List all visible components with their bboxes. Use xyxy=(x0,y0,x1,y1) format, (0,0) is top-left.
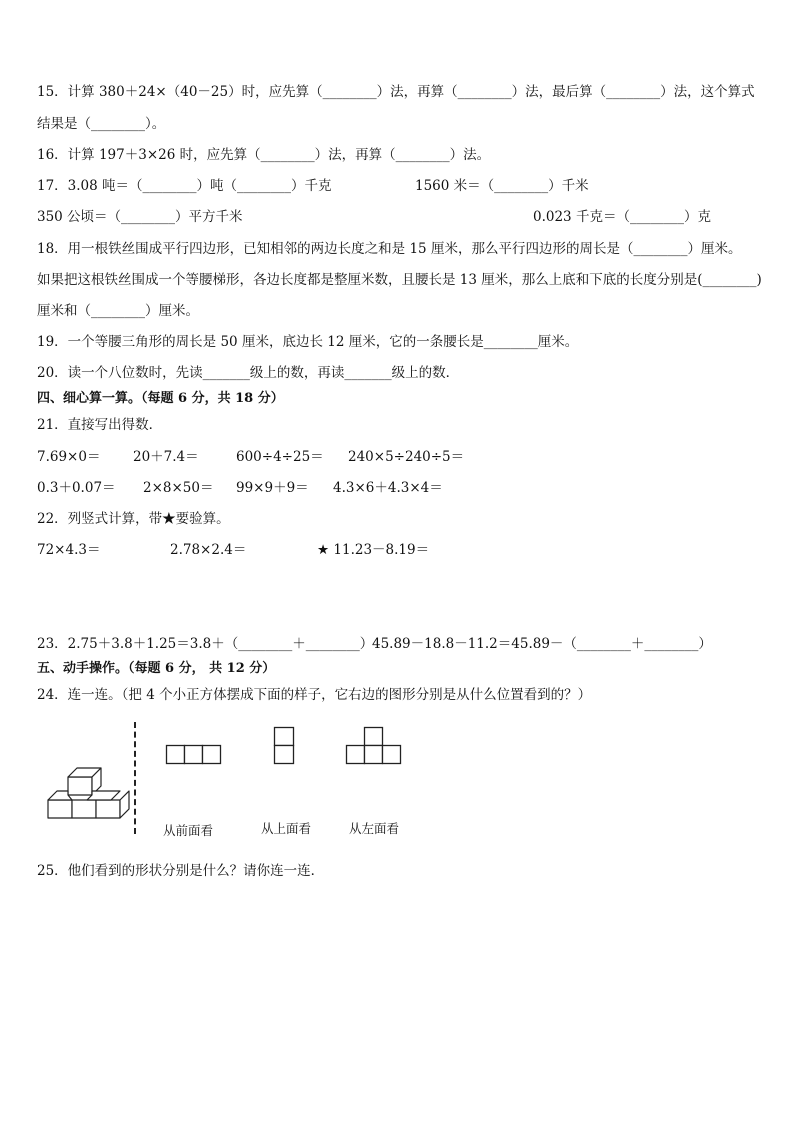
question-19: 19．一个等腰三角形的周长是 50 厘米，底边长 12 厘米，它的一条腰长是________厘米。 xyxy=(37,334,579,350)
q21-expr-2-3: 99×9＋9＝ xyxy=(236,480,309,496)
q21-expr-1-4: 240×5÷240÷5＝ xyxy=(348,449,465,465)
q22-expr-3: ★ 11.23－8.19＝ xyxy=(317,542,430,558)
question-15-line-2: 结果是（________）。 xyxy=(37,116,166,132)
q21-expr-2-1: 0.3＋0.07＝ xyxy=(37,480,116,496)
question-16: 16．计算 197＋3×26 时，应先算（________）法，再算（________）法。 xyxy=(37,147,491,163)
question-22-title: 22．列竖式计算，带★要验算。 xyxy=(37,511,230,527)
question-21-title: 21．直接写出得数． xyxy=(37,417,163,433)
view-shape-three-row xyxy=(166,745,222,764)
question-23-a: 23．2.75＋3.8＋1.25＝3.8＋（________＋________） xyxy=(37,636,374,652)
q21-expr-1-3: 600÷4÷25＝ xyxy=(236,449,324,465)
q22-expr-2: 2.78×2.4＝ xyxy=(170,542,247,558)
q22-expr-1: 72×4.3＝ xyxy=(37,542,101,558)
view-label-top: 从上面看 xyxy=(261,821,312,836)
question-17-b: 1560 米＝（________）千米 xyxy=(415,178,589,194)
view-label-left: 从左面看 xyxy=(349,821,400,836)
view-shape-two-stack xyxy=(274,727,295,764)
question-20: 20．读一个八位数时，先读_______级上的数，再读_______级上的数． xyxy=(37,365,460,381)
question-18-line-2: 如果把这根铁丝围成一个等腰梯形，各边长度都是整厘米数，且腰长是 13 厘米，那么上底和下底的长度分别是(________) xyxy=(37,272,762,288)
view-shape-t-shape xyxy=(346,727,402,764)
question-25: 25．他们看到的形状分别是什么？请你连一连． xyxy=(37,863,325,879)
question-18-line-1: 18．用一根铁丝围成平行四边形，已知相邻的两边长度之和是 15 厘米，那么平行四边形的周长是（________）厘米。 xyxy=(37,241,742,257)
q21-expr-1-1: 7.69×0＝ xyxy=(37,449,101,465)
view-label-front: 从前面看 xyxy=(163,823,214,838)
section-4-heading: 四、细心算一算。（每题 6 分，共 18 分） xyxy=(37,391,284,406)
question-23-b: 45.89－18.8－11.2＝45.89－（________＋________） xyxy=(372,636,712,652)
question-17-a: 17．3.08 吨＝（________）吨（________）千克 xyxy=(37,178,332,194)
section-5-heading: 五、动手操作。（每题 6 分， 共 12 分） xyxy=(37,661,276,676)
question-15-line-1: 15．计算 380＋24×（40－25）时，应先算（________）法，再算（________）法，最后算（________）法，这个算式 xyxy=(37,84,755,100)
question-17-c: 350 公顷＝（________）平方千米 xyxy=(37,209,243,225)
question-18-line-3: 厘米和（________）厘米。 xyxy=(37,303,199,319)
cube-stack-figure xyxy=(44,764,128,824)
dashed-divider xyxy=(134,722,136,834)
q21-expr-2-4: 4.3×6＋4.3×4＝ xyxy=(333,480,443,496)
question-17-d: 0.023 千克＝（________）克 xyxy=(533,209,711,225)
q21-expr-1-2: 20＋7.4＝ xyxy=(133,449,199,465)
question-24-title: 24．连一连。（把 4 个小正方体摆成下面的样子，它右边的图形分别是从什么位置看到的？） xyxy=(37,687,592,703)
q21-expr-2-2: 2×8×50＝ xyxy=(143,480,214,496)
